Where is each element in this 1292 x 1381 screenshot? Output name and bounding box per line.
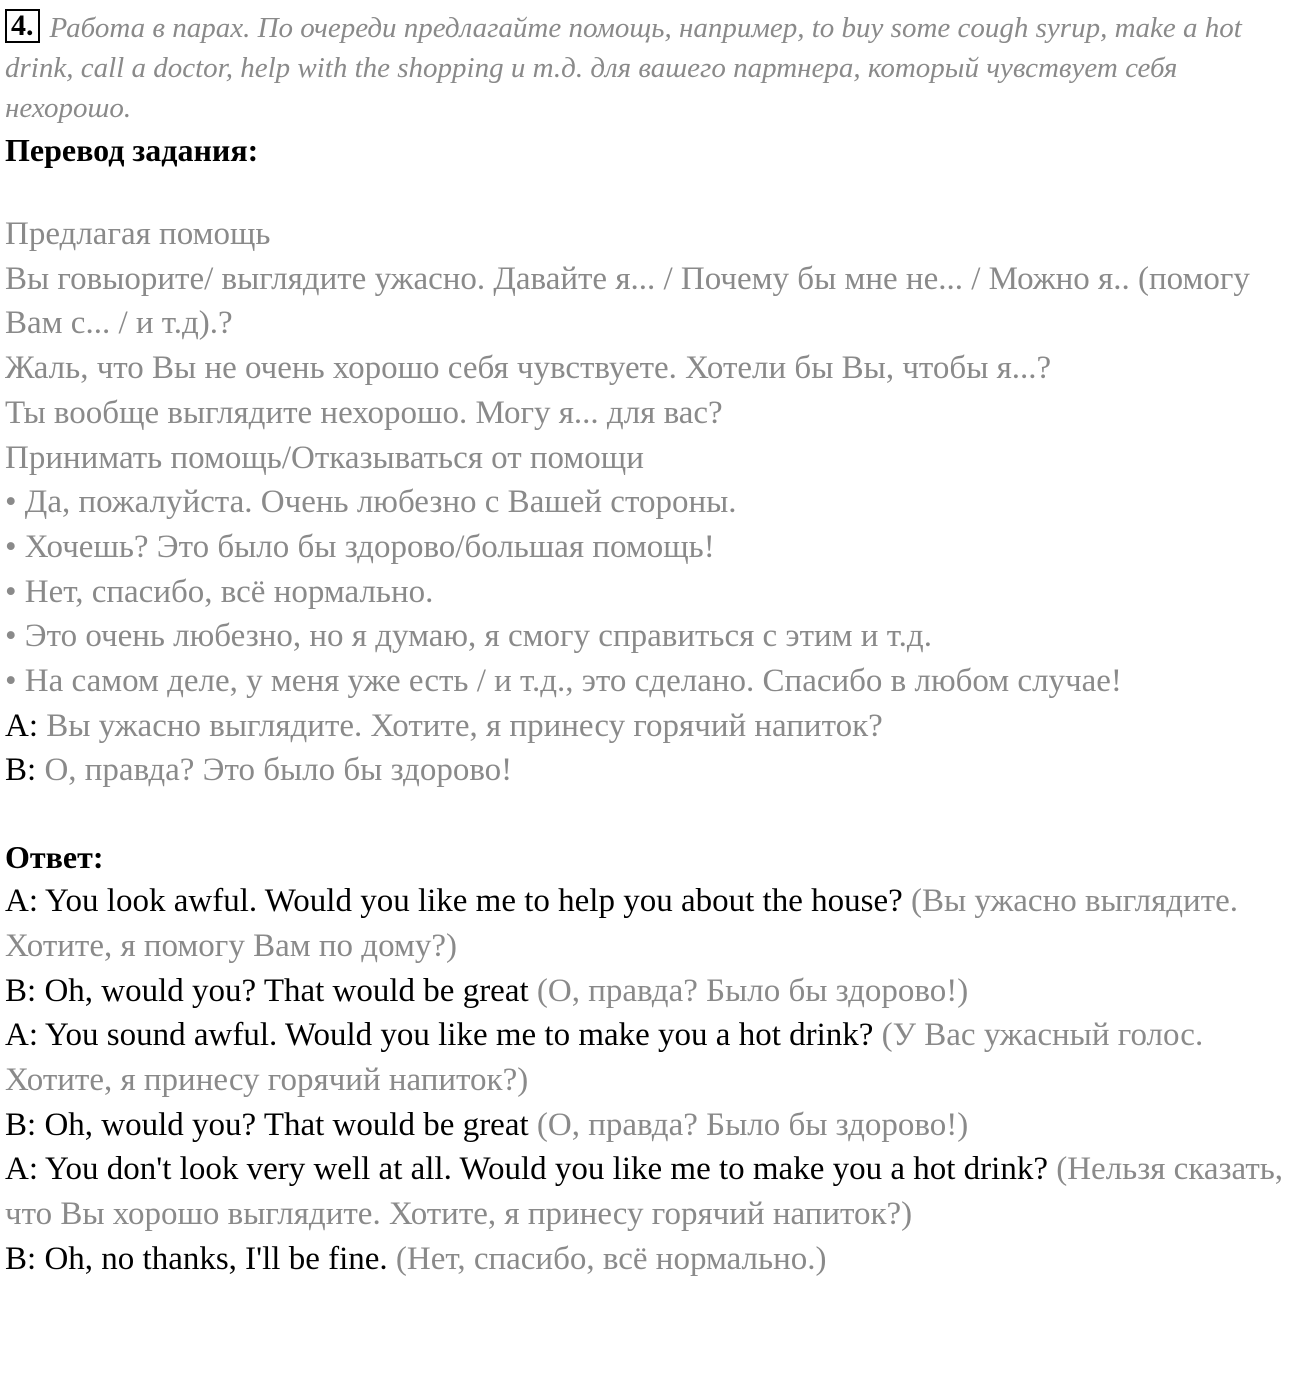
translation-line: Ты вообще выглядите нехорошо. Могу я... для вас? — [5, 394, 723, 431]
answer-english: You sound awful. Would you like me to make you a hot drink? — [45, 1017, 874, 1054]
answer-russian: (Нельзя сказать, что Вы хорошо выглядите. Хотите, я принесу горячий напиток?) — [5, 1151, 1284, 1233]
speaker-label: B: — [5, 752, 37, 789]
translation-bullet: • На самом деле, у меня уже есть / и т.д., это сделано. Спасибо в любом случае! — [5, 663, 1122, 700]
translation-section — [5, 212, 1289, 793]
speaker-label: B: — [5, 972, 37, 1009]
answer-russian: (О, правда? Было бы здорово!) — [536, 1106, 969, 1143]
answer-heading: Ответ: — [5, 839, 104, 876]
translation-heading: Перевод задания: — [5, 132, 259, 168]
translation-bullet: • Да, пожалуйста. Очень любезно с Вашей стороны. — [5, 484, 737, 521]
task-instruction — [5, 8, 1289, 128]
dialogue-text: Вы ужасно выглядите. Хотите, я принесу горячий напиток? — [46, 707, 883, 744]
answer-line — [5, 969, 1289, 1014]
document-page — [5, 8, 1289, 1281]
translation-bullet: • Нет, спасибо, всё нормально. — [5, 573, 434, 610]
answer-english: You look awful. Would you like me to help you about the house? — [45, 883, 903, 920]
translation-line: Жаль, что Вы не очень хорошо себя чувствуете. Хотели бы Вы, чтобы я...? — [5, 350, 1052, 387]
speaker-label: A: — [5, 1151, 38, 1188]
speaker-label: B: — [5, 1106, 37, 1143]
task-number: 4. — [5, 9, 40, 43]
answer-line — [5, 879, 1289, 968]
translation-line: Принимать помощь/Отказываться от помощи — [5, 439, 644, 476]
translation-bullet: • Хочешь? Это было бы здорово/большая помощь! — [5, 528, 715, 565]
answer-russian: (О, правда? Было бы здорово!) — [536, 972, 969, 1009]
dialogue-text: О, правда? Это было бы здорово! — [44, 752, 513, 789]
speaker-label: A: — [5, 883, 38, 920]
speaker-label: A: — [5, 707, 38, 744]
translation-bullet: • Это очень любезно, но я думаю, я смогу справиться с этим и т.д. — [5, 618, 932, 655]
answer-section — [5, 879, 1289, 1281]
answer-russian: (Нет, спасибо, всё нормально.) — [395, 1240, 827, 1277]
answer-russian: (У Вас ужасный голос. Хотите, я принесу горячий напиток?) — [5, 1017, 1204, 1098]
answer-english: Oh, would you? That would be great — [44, 972, 529, 1009]
speaker-label: B: — [5, 1240, 37, 1277]
dialogue-line — [5, 704, 1289, 749]
answer-line — [5, 1103, 1289, 1148]
answer-english: You don't look very well at all. Would you like me to make you a hot drink? — [45, 1151, 1048, 1188]
answer-russian: (Вы ужасно выглядите. Хотите, я помогу Вам по дому?) — [5, 883, 1239, 964]
speaker-label: A: — [5, 1017, 38, 1054]
answer-english: Oh, would you? That would be great — [44, 1106, 529, 1143]
dialogue-line — [5, 748, 1289, 793]
task-text: Работа в парах. По очереди предлагайте помощь, например, to buy some cough syrup, make a hot drink, call a doctor, help with the shopping и т.д. для вашего партнера, который чувствует себя нехорошо. — [5, 12, 1242, 124]
answer-line — [5, 1237, 1289, 1282]
section-spacer — [5, 793, 1289, 835]
answer-english: Oh, no thanks, I'll be fine. — [44, 1240, 388, 1277]
translation-line: Предлагая помощь — [5, 216, 271, 252]
answer-line — [5, 1013, 1289, 1102]
translation-line: Вы говыорите/ выглядите ужасно. Давайте я... / Почему бы мне не... / Можно я.. (помогу Вам с... / и т.д).? — [5, 260, 1250, 342]
answer-line — [5, 1147, 1289, 1236]
